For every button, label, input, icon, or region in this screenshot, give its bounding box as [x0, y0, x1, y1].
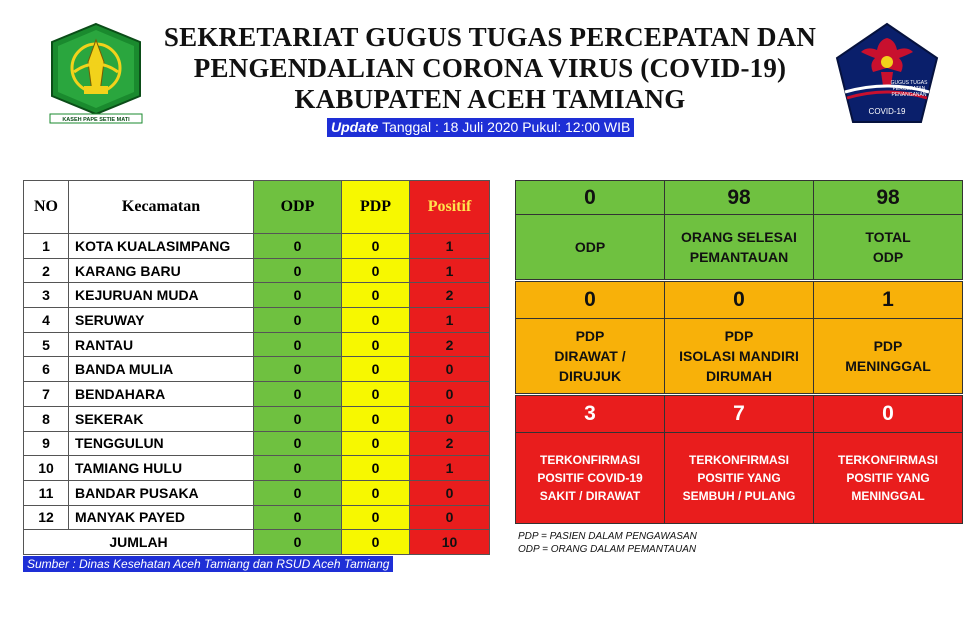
row-positif: 1 — [410, 234, 490, 259]
row-positif: 1 — [410, 456, 490, 481]
row-no: 5 — [24, 332, 69, 357]
row-kecamatan: SEKERAK — [69, 406, 254, 431]
gugus-tugas-covid-logo — [833, 22, 941, 126]
row-positif: 1 — [410, 308, 490, 333]
odp-total-label: TOTAL ODP — [813, 214, 963, 280]
row-no: 3 — [24, 283, 69, 308]
header-kecamatan: Kecamatan — [69, 181, 254, 234]
total-positif: 10 — [410, 530, 490, 555]
header-odp: ODP — [254, 181, 342, 234]
positif-treated-label: TERKONFIRMASI POSITIF COVID-19 SAKIT / DIRAWAT — [515, 432, 665, 524]
title-line-2: PENGENDALIAN CORONA VIRUS (COVID-19) — [193, 53, 787, 83]
pdp-deceased-value: 1 — [813, 281, 963, 319]
table-row — [24, 357, 490, 382]
row-pdp: 0 — [342, 406, 410, 431]
row-odp: 0 — [254, 357, 342, 382]
total-odp: 0 — [254, 530, 342, 555]
row-pdp: 0 — [342, 234, 410, 259]
header-pdp: PDP — [342, 181, 410, 234]
total-row — [24, 530, 490, 555]
odp-finished-label: ORANG SELESAI PEMANTAUAN — [664, 214, 814, 280]
total-label: JUMLAH — [24, 530, 254, 555]
row-positif: 0 — [410, 357, 490, 382]
odp-label: ODP — [515, 214, 665, 280]
pdp-treated-label: PDP DIRAWAT / DIRUJUK — [515, 318, 665, 394]
row-no: 11 — [24, 480, 69, 505]
update-text: Tanggal : 18 Juli 2020 Pukul: 12:00 WIB — [378, 119, 631, 135]
row-no: 8 — [24, 406, 69, 431]
odp-total-value: 98 — [813, 180, 963, 215]
svg-text:KASEH PAPE SETIE MATI: KASEH PAPE SETIE MATI — [62, 117, 130, 123]
table-row — [24, 308, 490, 333]
positif-deceased-label: TERKONFIRMASI POSITIF YANG MENINGGAL — [813, 432, 963, 524]
row-odp: 0 — [254, 382, 342, 407]
row-kecamatan: BANDAR PUSAKA — [69, 480, 254, 505]
row-no: 12 — [24, 505, 69, 530]
row-positif: 0 — [410, 505, 490, 530]
title-line-1: SEKRETARIAT GUGUS TUGAS PERCEPATAN DAN — [163, 22, 817, 52]
table-row — [24, 456, 490, 481]
row-pdp: 0 — [342, 382, 410, 407]
table-header-row — [24, 181, 490, 234]
odp-value: 0 — [515, 180, 665, 215]
row-positif: 0 — [410, 382, 490, 407]
legend-pdp: PDP = PASIEN DALAM PENGAWASAN — [518, 531, 697, 542]
row-kecamatan: BENDAHARA — [69, 382, 254, 407]
aceh-tamiang-logo — [48, 22, 144, 124]
table-row — [24, 258, 490, 283]
pdp-isolation-label: PDP ISOLASI MANDIRI DIRUMAH — [664, 318, 814, 394]
row-kecamatan: KARANG BARU — [69, 258, 254, 283]
svg-text:PENANGANAN: PENANGANAN — [891, 92, 927, 98]
row-pdp: 0 — [342, 332, 410, 357]
table-row — [24, 431, 490, 456]
header-no: NO — [24, 181, 69, 234]
table-row — [24, 406, 490, 431]
title-line-3: KABUPATEN ACEH TAMIANG — [294, 84, 686, 114]
row-kecamatan: TAMIANG HULU — [69, 456, 254, 481]
row-pdp: 0 — [342, 431, 410, 456]
row-no: 6 — [24, 357, 69, 382]
row-odp: 0 — [254, 258, 342, 283]
row-pdp: 0 — [342, 283, 410, 308]
row-no: 2 — [24, 258, 69, 283]
row-kecamatan: MANYAK PAYED — [69, 505, 254, 530]
pdp-deceased-label: PDP MENINGGAL — [813, 318, 963, 394]
row-pdp: 0 — [342, 505, 410, 530]
row-positif: 2 — [410, 283, 490, 308]
table-body — [24, 234, 490, 530]
row-odp: 0 — [254, 505, 342, 530]
row-pdp: 0 — [342, 357, 410, 382]
svg-text:COVID-19: COVID-19 — [868, 107, 906, 116]
row-pdp: 0 — [342, 258, 410, 283]
table-row — [24, 234, 490, 259]
odp-finished-value: 98 — [664, 180, 814, 215]
table-row — [24, 382, 490, 407]
row-no: 7 — [24, 382, 69, 407]
row-odp: 0 — [254, 283, 342, 308]
table-row — [24, 283, 490, 308]
row-positif: 2 — [410, 431, 490, 456]
row-positif: 0 — [410, 480, 490, 505]
update-banner — [327, 118, 634, 137]
kecamatan-table — [23, 180, 490, 555]
row-kecamatan: KEJURUAN MUDA — [69, 283, 254, 308]
row-kecamatan: RANTAU — [69, 332, 254, 357]
row-kecamatan: TENGGULUN — [69, 431, 254, 456]
table-row — [24, 480, 490, 505]
page-title — [150, 22, 830, 115]
positif-recovered-label: TERKONFIRMASI POSITIF YANG SEMBUH / PULANG — [664, 432, 814, 524]
row-pdp: 0 — [342, 308, 410, 333]
row-positif: 1 — [410, 258, 490, 283]
row-positif: 2 — [410, 332, 490, 357]
table-row — [24, 332, 490, 357]
pdp-isolation-value: 0 — [664, 281, 814, 319]
row-odp: 0 — [254, 234, 342, 259]
svg-text:PERCEPATAN: PERCEPATAN — [892, 86, 926, 92]
row-no: 4 — [24, 308, 69, 333]
total-pdp: 0 — [342, 530, 410, 555]
source-note: Sumber : Dinas Kesehatan Aceh Tamiang dan RSUD Aceh Tamiang — [23, 556, 393, 572]
row-pdp: 0 — [342, 456, 410, 481]
row-odp: 0 — [254, 456, 342, 481]
svg-text:GUGUS TUGAS: GUGUS TUGAS — [890, 80, 928, 86]
legend — [518, 530, 697, 556]
table-row — [24, 505, 490, 530]
positif-treated-value: 3 — [515, 395, 665, 433]
row-odp: 0 — [254, 406, 342, 431]
row-odp: 0 — [254, 480, 342, 505]
row-odp: 0 — [254, 332, 342, 357]
row-kecamatan: KOTA KUALASIMPANG — [69, 234, 254, 259]
row-kecamatan: BANDA MULIA — [69, 357, 254, 382]
header-positif: Positif — [410, 181, 490, 234]
row-no: 9 — [24, 431, 69, 456]
row-positif: 0 — [410, 406, 490, 431]
row-no: 1 — [24, 234, 69, 259]
legend-odp: ODP = ORANG DALAM PEMANTAUAN — [518, 544, 697, 555]
positif-deceased-value: 0 — [813, 395, 963, 433]
row-odp: 0 — [254, 308, 342, 333]
pdp-treated-value: 0 — [515, 281, 665, 319]
positif-recovered-value: 7 — [664, 395, 814, 433]
row-kecamatan: SERUWAY — [69, 308, 254, 333]
update-label: Update — [331, 119, 379, 135]
row-no: 10 — [24, 456, 69, 481]
row-pdp: 0 — [342, 480, 410, 505]
row-odp: 0 — [254, 431, 342, 456]
